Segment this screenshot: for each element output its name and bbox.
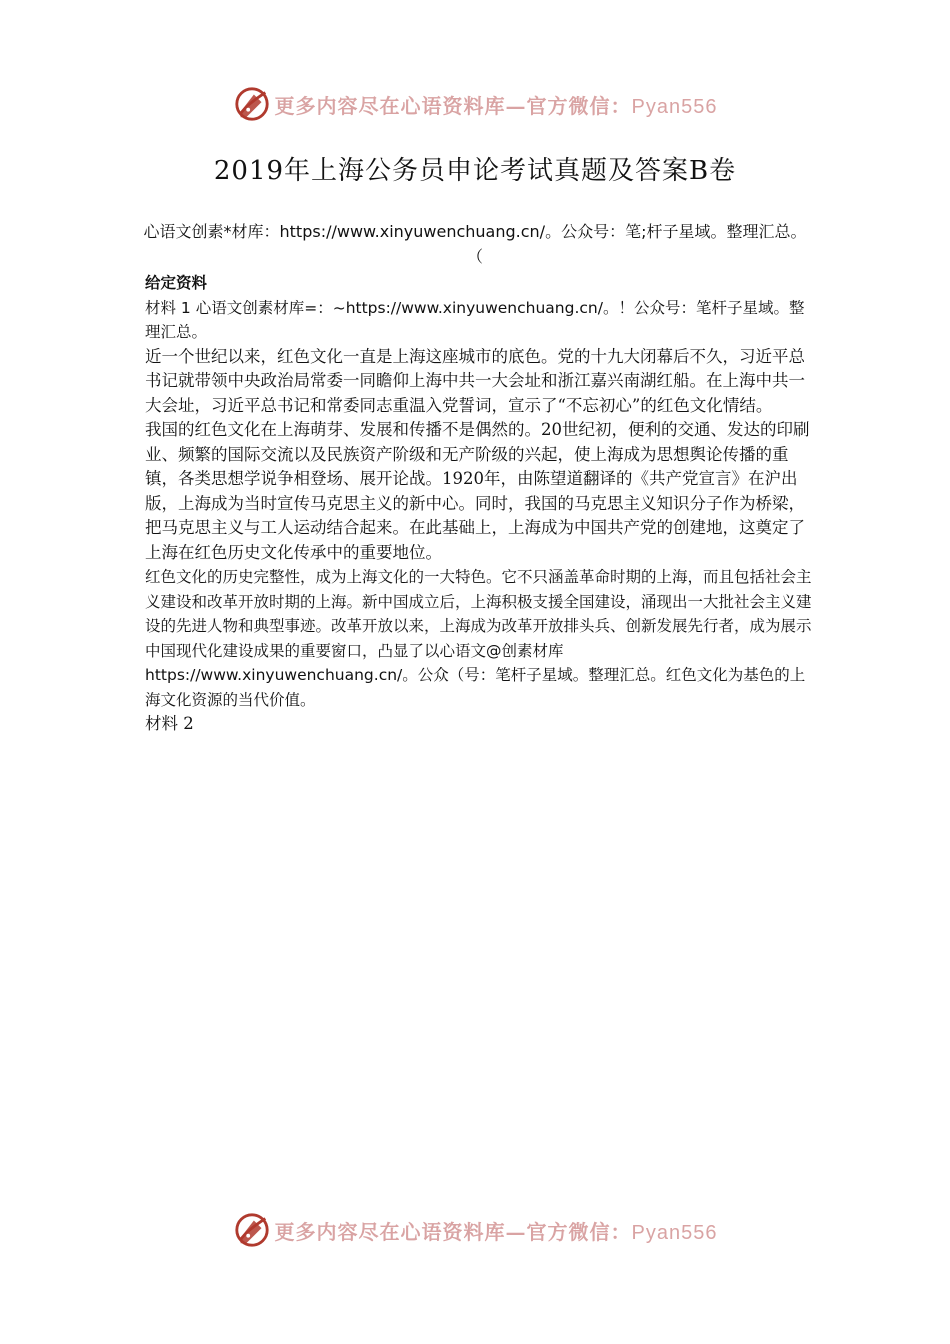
paragraph-1: 近一个世纪以来，红色文化一直是上海这座城市的底色。党的十九大闭幕后不久，习近平总书记就带领中央政治局常委一同瞻仰上海中共一大会址和浙江嘉兴南湖红船。在上海中共一大会址，习近平总书记和常委同志重温入党誓词，宣示了“不忘初心”的红色文化情结。: [145, 346, 805, 415]
banner-text: 更多内容尽在心语资料库—官方微信：Pyan556: [274, 1219, 718, 1244]
banner-text: 更多内容尽在心语资料库—官方微信：Pyan556: [274, 93, 718, 118]
header-banner: [0, 84, 950, 124]
pen-logo-icon: [233, 1211, 271, 1249]
paragraph-2: 我国的红色文化在上海萌芽、发展和传播不是偶然的。20世纪初，便利的交通、发达的印刷业、频繁的国际交流以及民族资产阶级和无产阶级的兴起，使上海成为思想舆论传播的重镇，各类思想学说争相登场、展开论战。1920年，由陈望道翻译的《共产党宣言》在沪出版，上海成为当时宣传马克思主义的新中心。同时，我国的马克思主义知识分子作为桥梁，把马克思主义与工人运动结合起来。在此基础上，上海成为中国共产党的创建地，这奠定了上海在红色历史文化传承中的重要地位。: [145, 420, 810, 562]
paragraph-3: 红色文化的历史完整性，成为上海文化的一大特色。它不只涵盖革命时期的上海，而且包括社会主义建设和改革开放时期的上海。新中国成立后，上海积极支援全国建设，涌现出一大批社会主义建设的先进人物和典型事迹。改革开放以来，上海成为改革开放排头兵、创新发展先行者，成为展示中国现代化建设成果的重要窗口，凸显了以心语文@创素材库https://www.xinyuwenchuang.cn/。公众（号：笔杆子星域。整理汇总。红色文化为基色的上海文化资源的当代价值。: [145, 568, 812, 709]
section-heading: 给定资料: [145, 274, 208, 292]
material-1-label: 材料 1 心语文创素材库=：~https://www.xinyuwenchuang.cn/。！公众号：笔杆子星域。整理汇总。: [145, 298, 805, 341]
material-2-label: 材料 2: [145, 714, 194, 733]
document-body: [145, 271, 815, 737]
document-title: 2019年上海公务员申论考试真题及答案B卷: [213, 156, 737, 186]
pen-logo-icon: [233, 85, 271, 123]
source-note: 心语文创素*材库：https://www.xinyuwenchuang.cn/。公众号：笔;杆子星域。整理汇总。（: [143, 222, 807, 266]
footer-banner: [0, 1210, 950, 1250]
